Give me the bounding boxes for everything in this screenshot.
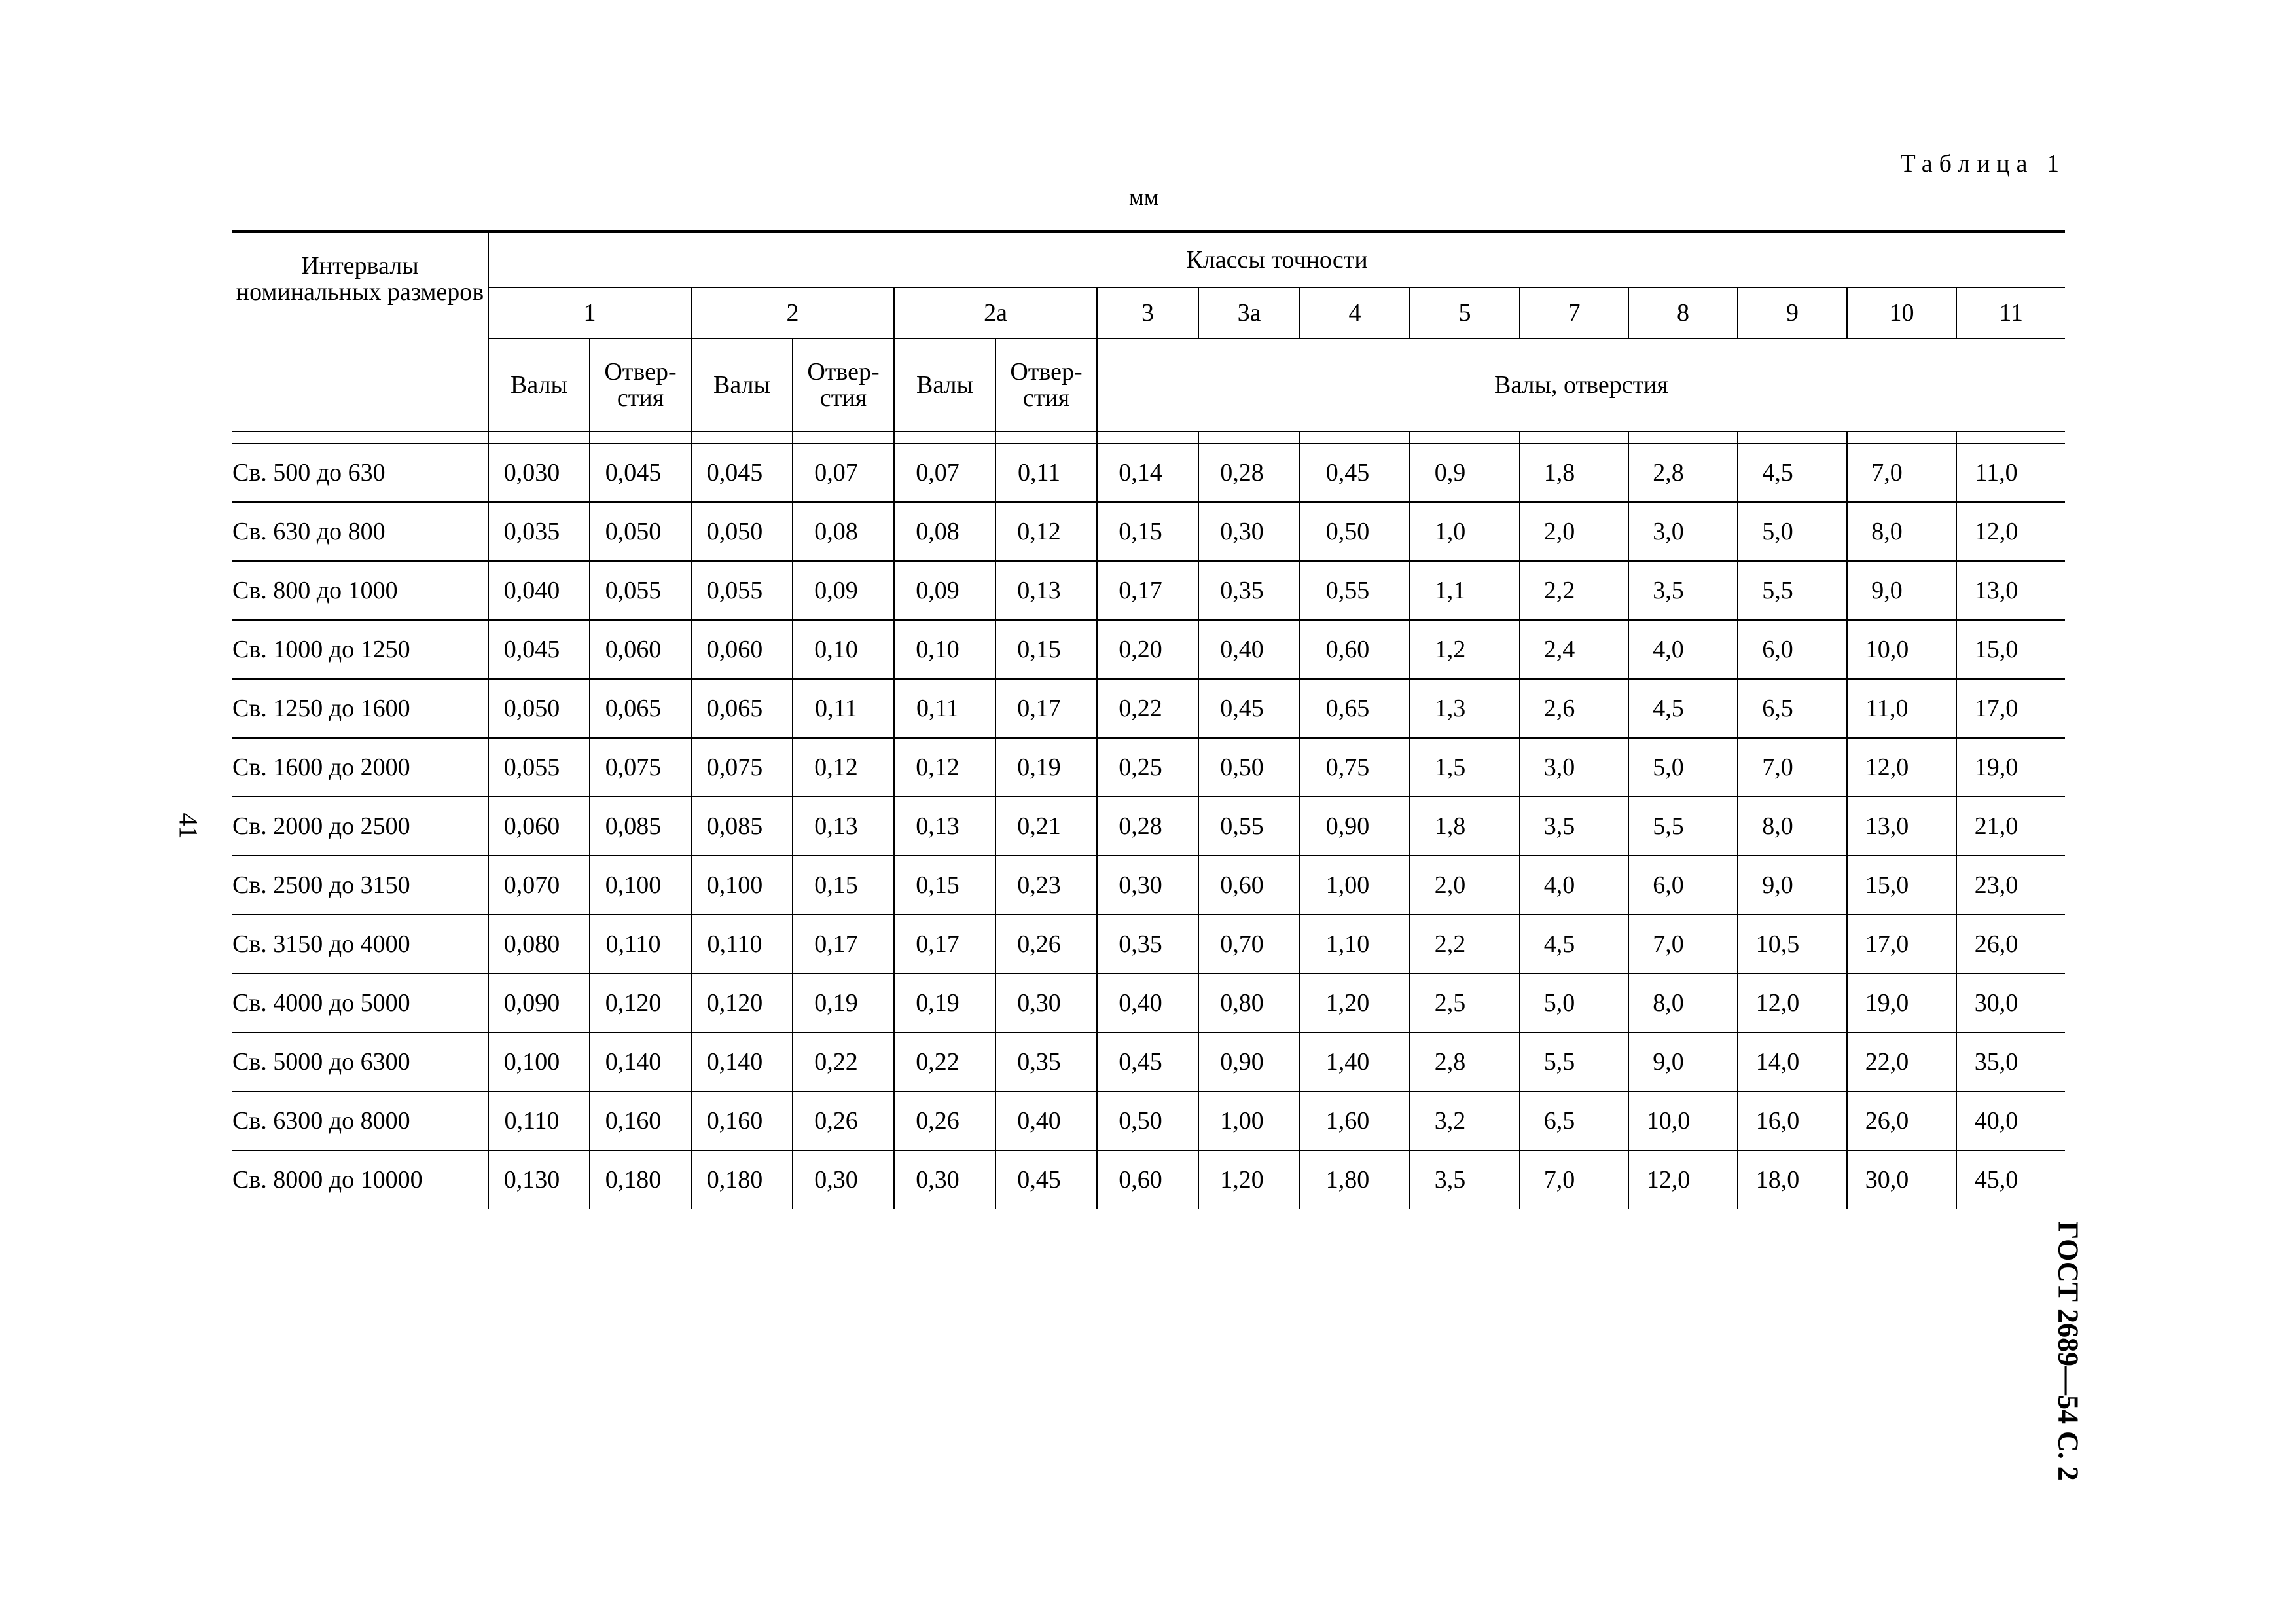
interval-cell: Св. 500 до 630 — [232, 443, 488, 502]
class-header: 1 — [488, 287, 691, 338]
value-cell: 0,11 — [793, 679, 894, 738]
table-row — [232, 974, 2065, 1032]
value-cell: 1,00 — [1198, 1091, 1300, 1150]
value-cell: 0,40 — [1198, 620, 1300, 679]
value-cell: 0,22 — [1097, 679, 1198, 738]
value-cell: 1,20 — [1198, 1150, 1300, 1209]
value-cell: 0,60 — [1300, 620, 1410, 679]
value-cell: 0,110 — [691, 915, 793, 974]
value-cell: 0,045 — [488, 620, 590, 679]
shafts-header: Валы — [894, 338, 996, 431]
value-cell: 0,085 — [590, 797, 691, 856]
value-cell: 0,07 — [793, 443, 894, 502]
value-cell: 0,055 — [590, 561, 691, 620]
interval-cell: Св. 1600 до 2000 — [232, 738, 488, 797]
value-cell: 6,0 — [1628, 856, 1738, 915]
value-cell: 12,0 — [1628, 1150, 1738, 1209]
value-cell: 0,060 — [488, 797, 590, 856]
value-cell: 0,055 — [691, 561, 793, 620]
value-cell: 2,0 — [1410, 856, 1520, 915]
value-cell: 0,23 — [996, 856, 1097, 915]
value-cell: 12,0 — [1738, 974, 1847, 1032]
class-header: 2а — [894, 287, 1097, 338]
value-cell: 0,110 — [590, 915, 691, 974]
value-cell: 0,50 — [1300, 502, 1410, 561]
value-cell: 11,0 — [1956, 443, 2065, 502]
value-cell: 0,100 — [691, 856, 793, 915]
value-cell: 26,0 — [1956, 915, 2065, 974]
value-cell: 0,10 — [793, 620, 894, 679]
value-cell: 0,100 — [590, 856, 691, 915]
value-cell: 0,130 — [488, 1150, 590, 1209]
value-cell: 0,11 — [996, 443, 1097, 502]
value-cell: 0,12 — [793, 738, 894, 797]
value-cell: 3,0 — [1520, 738, 1628, 797]
value-cell: 1,10 — [1300, 915, 1410, 974]
value-cell: 0,030 — [488, 443, 590, 502]
value-cell: 0,60 — [1198, 856, 1300, 915]
value-cell: 0,11 — [894, 679, 996, 738]
units-label: мм — [1129, 184, 1159, 210]
value-cell: 0,30 — [1097, 856, 1198, 915]
value-cell: 0,070 — [488, 856, 590, 915]
value-cell: 1,20 — [1300, 974, 1410, 1032]
value-cell: 0,12 — [996, 502, 1097, 561]
value-cell: 0,160 — [691, 1091, 793, 1150]
value-cell: 35,0 — [1956, 1032, 2065, 1091]
interval-cell: Св. 6300 до 8000 — [232, 1091, 488, 1150]
interval-cell: Св. 4000 до 5000 — [232, 974, 488, 1032]
value-cell: 0,55 — [1198, 797, 1300, 856]
value-cell: 2,4 — [1520, 620, 1628, 679]
value-cell: 0,07 — [894, 443, 996, 502]
table-row — [232, 443, 2065, 502]
value-cell: 19,0 — [1956, 738, 2065, 797]
value-cell: 30,0 — [1847, 1150, 1956, 1209]
value-cell: 0,30 — [793, 1150, 894, 1209]
value-cell: 0,045 — [590, 443, 691, 502]
value-cell: 5,5 — [1520, 1032, 1628, 1091]
value-cell: 0,30 — [1198, 502, 1300, 561]
shafts-header: Валы — [691, 338, 793, 431]
value-cell: 0,090 — [488, 974, 590, 1032]
value-cell: 0,15 — [996, 620, 1097, 679]
value-cell: 0,140 — [691, 1032, 793, 1091]
class-header: 2 — [691, 287, 894, 338]
value-cell: 0,14 — [1097, 443, 1198, 502]
value-cell: 0,21 — [996, 797, 1097, 856]
class-header: 8 — [1628, 287, 1738, 338]
interval-cell: Св. 1250 до 1600 — [232, 679, 488, 738]
value-cell: 0,80 — [1198, 974, 1300, 1032]
table-row — [232, 856, 2065, 915]
value-cell: 15,0 — [1847, 856, 1956, 915]
class-header: 3а — [1198, 287, 1300, 338]
value-cell: 0,40 — [996, 1091, 1097, 1150]
value-cell: 0,35 — [1097, 915, 1198, 974]
class-header: 9 — [1738, 287, 1847, 338]
value-cell: 1,60 — [1300, 1091, 1410, 1150]
value-cell: 1,3 — [1410, 679, 1520, 738]
value-cell: 14,0 — [1738, 1032, 1847, 1091]
value-cell: 1,5 — [1410, 738, 1520, 797]
value-cell: 15,0 — [1956, 620, 2065, 679]
value-cell: 0,15 — [1097, 502, 1198, 561]
class-header: 7 — [1520, 287, 1628, 338]
class-header: 3 — [1097, 287, 1198, 338]
value-cell: 0,045 — [691, 443, 793, 502]
value-cell: 5,0 — [1628, 738, 1738, 797]
interval-cell: Св. 8000 до 10000 — [232, 1166, 423, 1194]
interval-header: Интервалы номинальных размеров — [232, 232, 488, 431]
value-cell: 1,8 — [1410, 797, 1520, 856]
interval-cell: Св. 1000 до 1250 — [232, 620, 488, 679]
value-cell: 0,9 — [1410, 443, 1520, 502]
value-cell: 1,0 — [1410, 502, 1520, 561]
value-cell: 0,050 — [590, 502, 691, 561]
value-cell: 0,080 — [488, 915, 590, 974]
value-cell: 3,5 — [1520, 797, 1628, 856]
value-cell: 1,80 — [1300, 1150, 1410, 1209]
subheader-row — [232, 338, 2065, 431]
value-cell: 4,5 — [1738, 443, 1847, 502]
value-cell: 8,0 — [1847, 502, 1956, 561]
value-cell: 7,0 — [1738, 738, 1847, 797]
value-cell: 0,15 — [793, 856, 894, 915]
value-cell: 0,50 — [1097, 1091, 1198, 1150]
value-cell: 0,075 — [691, 738, 793, 797]
value-cell: 6,5 — [1520, 1091, 1628, 1150]
value-cell: 13,0 — [1847, 797, 1956, 856]
value-cell: 0,065 — [691, 679, 793, 738]
value-cell: 0,35 — [996, 1032, 1097, 1091]
table-row — [232, 797, 2065, 856]
value-cell: 7,0 — [1847, 443, 1956, 502]
value-cell: 0,140 — [590, 1032, 691, 1091]
value-cell: 0,100 — [488, 1032, 590, 1091]
holes-header: Отвер-стия — [590, 338, 691, 431]
value-cell: 0,26 — [996, 915, 1097, 974]
value-cell: 0,13 — [996, 561, 1097, 620]
table-row — [232, 915, 2065, 974]
value-cell: 0,30 — [996, 974, 1097, 1032]
value-cell: 0,25 — [1097, 738, 1198, 797]
value-cell: 0,28 — [1198, 443, 1300, 502]
value-cell: 0,13 — [894, 797, 996, 856]
class-header: 5 — [1410, 287, 1520, 338]
value-cell: 0,060 — [691, 620, 793, 679]
value-cell: 4,0 — [1520, 856, 1628, 915]
page-number: 41 — [173, 812, 204, 839]
value-cell: 0,110 — [488, 1091, 590, 1150]
value-cell: 5,0 — [1520, 974, 1628, 1032]
value-cell: 3,5 — [1628, 561, 1738, 620]
value-cell: 21,0 — [1956, 797, 2065, 856]
value-cell: 0,050 — [691, 502, 793, 561]
value-cell: 19,0 — [1847, 974, 1956, 1032]
value-cell: 12,0 — [1847, 738, 1956, 797]
value-cell: 26,0 — [1847, 1091, 1956, 1150]
value-cell: 0,35 — [1198, 561, 1300, 620]
value-cell: 9,0 — [1628, 1032, 1738, 1091]
value-cell: 0,075 — [590, 738, 691, 797]
value-cell: 2,8 — [1628, 443, 1738, 502]
interval-cell: Св. 630 до 800 — [232, 502, 488, 561]
value-cell: 4,5 — [1628, 679, 1738, 738]
table-row — [232, 1091, 2065, 1150]
value-cell: 1,1 — [1410, 561, 1520, 620]
value-cell: 0,22 — [793, 1032, 894, 1091]
table-title: Таблица 1 — [1900, 150, 2066, 177]
value-cell: 0,22 — [894, 1032, 996, 1091]
value-cell: 17,0 — [1847, 915, 1956, 974]
value-cell: 9,0 — [1738, 856, 1847, 915]
value-cell: 0,050 — [488, 679, 590, 738]
value-cell: 2,0 — [1520, 502, 1628, 561]
header-separator — [232, 431, 2065, 443]
value-cell: 9,0 — [1847, 561, 1956, 620]
table-row — [232, 738, 2065, 797]
value-cell: 0,40 — [1097, 974, 1198, 1032]
value-cell: 23,0 — [1956, 856, 2065, 915]
value-cell: 0,120 — [691, 974, 793, 1032]
value-cell: 16,0 — [1738, 1091, 1847, 1150]
value-cell: 6,0 — [1738, 620, 1847, 679]
value-cell: 6,5 — [1738, 679, 1847, 738]
value-cell: 0,45 — [1198, 679, 1300, 738]
value-cell: 3,5 — [1410, 1150, 1520, 1209]
value-cell: 0,180 — [590, 1150, 691, 1209]
value-cell: 0,055 — [488, 738, 590, 797]
value-cell: 0,065 — [590, 679, 691, 738]
value-cell: 2,8 — [1410, 1032, 1520, 1091]
holes-header: Отвер-стия — [793, 338, 894, 431]
value-cell: 5,0 — [1738, 502, 1847, 561]
value-cell: 2,6 — [1520, 679, 1628, 738]
value-cell: 2,2 — [1410, 915, 1520, 974]
class-header: 10 — [1847, 287, 1956, 338]
interval-cell: Св. 5000 до 6300 — [232, 1032, 488, 1091]
value-cell: 0,45 — [1097, 1032, 1198, 1091]
value-cell: 0,085 — [691, 797, 793, 856]
shafts-holes-header: Валы, отверстия — [1097, 338, 2065, 431]
table-row — [232, 1150, 2065, 1209]
value-cell: 0,20 — [1097, 620, 1198, 679]
value-cell: 1,2 — [1410, 620, 1520, 679]
shafts-header: Валы — [488, 338, 590, 431]
value-cell: 8,0 — [1738, 797, 1847, 856]
class-header: 11 — [1956, 287, 2065, 338]
interval-cell: Св. 800 до 1000 — [232, 561, 488, 620]
table-row — [232, 620, 2065, 679]
value-cell: 0,55 — [1300, 561, 1410, 620]
value-cell: 0,180 — [691, 1150, 793, 1209]
value-cell: 2,2 — [1520, 561, 1628, 620]
table-row — [232, 502, 2065, 561]
value-cell: 22,0 — [1847, 1032, 1956, 1091]
value-cell: 0,28 — [1097, 797, 1198, 856]
table-row — [232, 1032, 2065, 1091]
value-cell: 2,5 — [1410, 974, 1520, 1032]
value-cell: 0,30 — [894, 1150, 996, 1209]
value-cell: 10,5 — [1738, 915, 1847, 974]
value-cell: 45,0 — [1956, 1150, 2065, 1209]
value-cell: 0,09 — [793, 561, 894, 620]
class-header: 4 — [1300, 287, 1410, 338]
value-cell: 11,0 — [1847, 679, 1956, 738]
value-cell: 0,17 — [894, 915, 996, 974]
value-cell: 0,19 — [996, 738, 1097, 797]
value-cell: 0,90 — [1300, 797, 1410, 856]
value-cell: 0,08 — [793, 502, 894, 561]
value-cell: 3,0 — [1628, 502, 1738, 561]
interval-cell: Св. 2000 до 2500 — [232, 797, 488, 856]
value-cell: 0,19 — [894, 974, 996, 1032]
value-cell: 0,10 — [894, 620, 996, 679]
value-cell: 0,13 — [793, 797, 894, 856]
value-cell: 40,0 — [1956, 1091, 2065, 1150]
value-cell: 1,8 — [1520, 443, 1628, 502]
table-body — [232, 431, 2065, 1209]
value-cell: 0,08 — [894, 502, 996, 561]
interval-cell: Св. 3150 до 4000 — [232, 915, 488, 974]
value-cell: 0,17 — [996, 679, 1097, 738]
value-cell: 0,19 — [793, 974, 894, 1032]
value-cell: 0,060 — [590, 620, 691, 679]
value-cell: 0,65 — [1300, 679, 1410, 738]
table-row — [232, 561, 2065, 620]
value-cell: 1,40 — [1300, 1032, 1410, 1091]
tolerance-table — [232, 230, 2065, 1209]
value-cell: 0,12 — [894, 738, 996, 797]
interval-cell: Св. 2500 до 3150 — [232, 856, 488, 915]
value-cell: 0,17 — [1097, 561, 1198, 620]
value-cell: 0,90 — [1198, 1032, 1300, 1091]
value-cell: 5,5 — [1738, 561, 1847, 620]
value-cell: 4,0 — [1628, 620, 1738, 679]
value-cell: 0,09 — [894, 561, 996, 620]
value-cell: 0,120 — [590, 974, 691, 1032]
value-cell: 0,75 — [1300, 738, 1410, 797]
value-cell: 5,5 — [1628, 797, 1738, 856]
value-cell: 10,0 — [1847, 620, 1956, 679]
accuracy-classes-header: Классы точности — [488, 232, 2065, 287]
value-cell: 8,0 — [1628, 974, 1738, 1032]
value-cell: 18,0 — [1738, 1150, 1847, 1209]
value-cell: 7,0 — [1520, 1150, 1628, 1209]
value-cell: 7,0 — [1628, 915, 1738, 974]
value-cell: 0,160 — [590, 1091, 691, 1150]
value-cell: 17,0 — [1956, 679, 2065, 738]
value-cell: 12,0 — [1956, 502, 2065, 561]
value-cell: 10,0 — [1628, 1091, 1738, 1150]
value-cell: 0,035 — [488, 502, 590, 561]
value-cell: 0,26 — [894, 1091, 996, 1150]
value-cell: 30,0 — [1956, 974, 2065, 1032]
value-cell: 0,45 — [1300, 443, 1410, 502]
document-reference: ГОСТ 2689—54 С. 2 — [2052, 1221, 2085, 1481]
value-cell: 0,17 — [793, 915, 894, 974]
value-cell: 0,50 — [1198, 738, 1300, 797]
value-cell: 3,2 — [1410, 1091, 1520, 1150]
table-row — [232, 679, 2065, 738]
value-cell: 0,45 — [996, 1150, 1097, 1209]
value-cell: 0,040 — [488, 561, 590, 620]
value-cell: 0,60 — [1097, 1150, 1198, 1209]
value-cell: 0,15 — [894, 856, 996, 915]
value-cell: 1,00 — [1300, 856, 1410, 915]
value-cell: 4,5 — [1520, 915, 1628, 974]
holes-header: Отвер-стия — [996, 338, 1097, 431]
classes-row — [232, 287, 2065, 338]
value-cell: 0,70 — [1198, 915, 1300, 974]
value-cell: 0,26 — [793, 1091, 894, 1150]
value-cell: 13,0 — [1956, 561, 2065, 620]
